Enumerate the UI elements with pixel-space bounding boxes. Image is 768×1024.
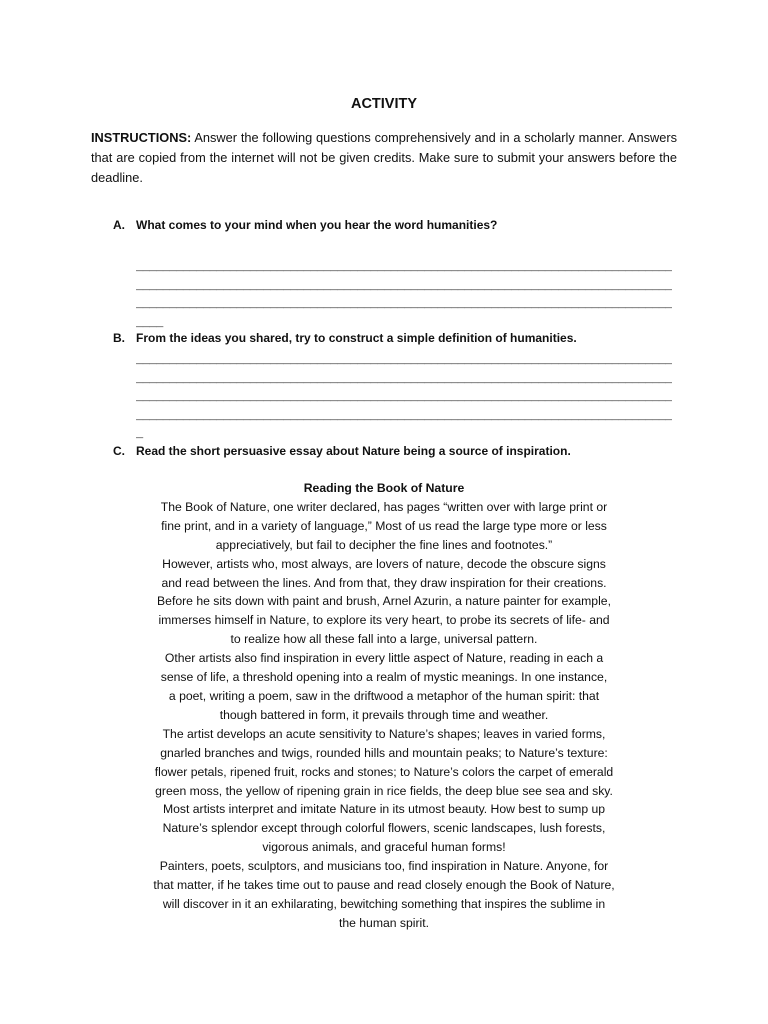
question-letter: A. (113, 218, 125, 232)
instructions-label: INSTRUCTIONS: (91, 130, 192, 145)
instructions-paragraph (91, 128, 677, 188)
essay-line: green moss, the yellow of ripening grain in rice fields, the deep blue see sea and sky. (155, 783, 613, 798)
essay-line: the human spirit. (338, 915, 430, 930)
question-text: Read the short persuasive essay about Nature being a source of inspiration. (136, 444, 571, 458)
question-b (113, 331, 673, 345)
essay-line: The Book of Nature, one writer declared, has pages “written over with large print or (160, 499, 608, 514)
essay-line: Other artists also find inspiration in every little aspect of Nature, reading in each a (164, 651, 604, 666)
answer-lines-b[interactable]: ________________________________________________________________________________ ________________________________________________________________________________ ________________________________________________________________________________ ________________________________________________________________________________ _ (136, 353, 672, 441)
essay-line: that matter, if he takes time out to pause and read closely enough the Book of Nature, (153, 878, 615, 893)
essay-line: though battered in form, it prevails through time and weather. (219, 707, 549, 722)
essay-line: to realize how all these fall into a large, universal pattern. (230, 632, 538, 647)
essay-line: Nature’s splendor except through colorful flowers, scenic landscapes, lush forests, (162, 821, 606, 836)
essay-line: sense of life, a threshold opening into a realm of mystic meanings. In one instance, (160, 670, 608, 685)
question-a (113, 218, 673, 232)
essay-line: Before he sits down with paint and brush, Arnel Azurin, a nature painter for example, (157, 594, 611, 609)
question-letter: B. (113, 331, 125, 345)
essay-line: fine print, and in a variety of language,” Most of us read the large type more or less (161, 518, 607, 533)
essay-line: flower petals, ripened fruit, rocks and stones; to Nature’s colors the carpet of emerald (154, 764, 614, 779)
question-text: From the ideas you shared, try to construct a simple definition of humanities. (136, 331, 577, 345)
essay-line: gnarled branches and twigs, rounded hills and mountain peaks; to Nature’s texture: (160, 745, 608, 760)
answer-lines-a[interactable]: ________________________________________________________________________________ ________________________________________________________________________________ ________________________________________________________________________________ ____ (136, 260, 672, 330)
essay-line: and read between the lines. And from that, they draw inspiration for their creations. (161, 575, 607, 590)
instructions-text: Answer the following questions comprehensively and in a scholarly manner. Answers that are copied from the internet will not be given credits. Make sure to submit your answers before the deadline. (91, 130, 677, 185)
essay-title: Reading the Book of Nature (303, 481, 465, 495)
question-letter: C. (113, 444, 125, 458)
essay-line: will discover in it an exhilarating, bewitching something that inspires the sublime in (162, 896, 606, 911)
essay-line: The artist develops an acute sensitivity to Nature’s shapes; leaves in varied forms, (162, 726, 606, 741)
essay-line: a poet, writing a poem, saw in the driftwood a metaphor of the human spirit: that (168, 688, 600, 703)
question-text: What comes to your mind when you hear the word humanities? (136, 218, 498, 232)
essay (130, 479, 638, 933)
essay-line: Most artists interpret and imitate Nature in its utmost beauty. How best to sump up (162, 802, 606, 817)
essay-line: appreciatively, but fail to decipher the fine lines and footnotes.” (215, 537, 553, 552)
essay-line: However, artists who, most always, are lovers of nature, decode the obscure signs (162, 556, 606, 571)
essay-line: vigorous animals, and graceful human forms! (262, 840, 506, 855)
essay-line: immerses himself in Nature, to explore its very heart, to probe its secrets of life- and (158, 613, 610, 628)
essay-line: Painters, poets, sculptors, and musicians too, find inspiration in Nature. Anyone, for (159, 859, 609, 874)
page-title: ACTIVITY (350, 96, 418, 112)
question-c (113, 444, 673, 458)
